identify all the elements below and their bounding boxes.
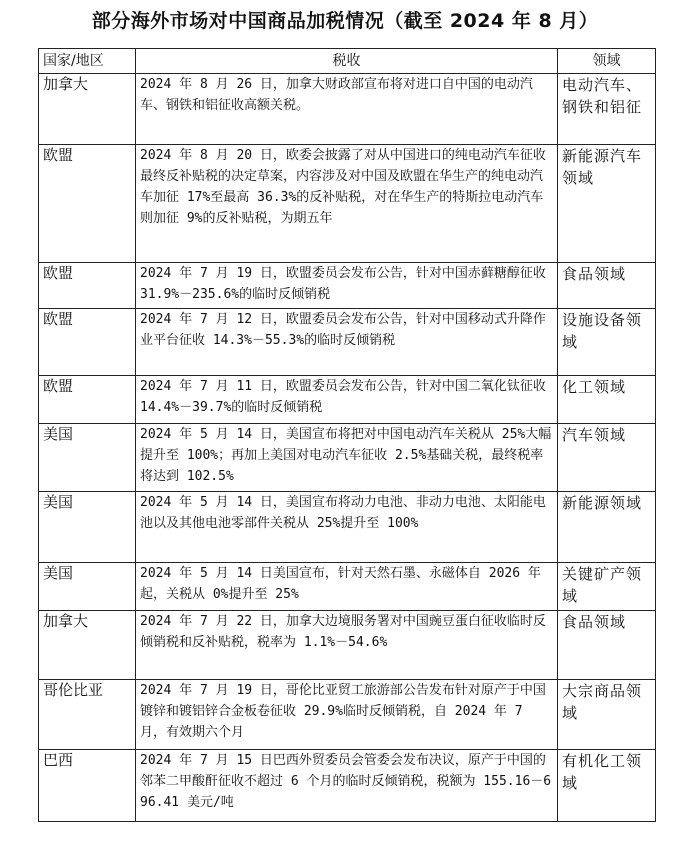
header-region: 国家/地区	[39, 49, 136, 74]
region-cell: 美国	[39, 424, 136, 492]
table-row	[39, 611, 656, 680]
region-cell: 欧盟	[39, 145, 136, 263]
tax-cell: 2024 年 7 月 19 日，哥伦比亚贸工旅游部公告发布针对原产于中国镀锌和镀铝锌合金板卷征收 29.9%临时反倾销税，自 2024 年 7 月，有效期六个月	[136, 680, 558, 750]
domain-cell: 化工领域	[558, 376, 656, 424]
table-row	[39, 376, 656, 424]
region-cell: 美国	[39, 492, 136, 563]
table-header-row	[39, 49, 656, 74]
table-row	[39, 145, 656, 263]
region-cell: 欧盟	[39, 263, 136, 309]
region-cell: 加拿大	[39, 74, 136, 145]
tax-cell: 2024 年 7 月 11 日，欧盟委员会发布公告，针对中国二氧化钛征收 14.4%－39.7%的临时反倾销税	[136, 376, 558, 424]
region-cell: 巴西	[39, 750, 136, 822]
table-row	[39, 263, 656, 309]
domain-cell: 大宗商品领域	[558, 680, 656, 750]
domain-cell: 新能源领域	[558, 492, 656, 563]
domain-cell: 有机化工领域	[558, 750, 656, 822]
domain-cell: 食品领域	[558, 611, 656, 680]
tax-cell: 2024 年 7 月 22 日，加拿大边境服务署对中国豌豆蛋白征收临时反倾销税和反补贴税，税率为 1.1%－54.6%	[136, 611, 558, 680]
header-domain: 领域	[558, 49, 656, 74]
tax-cell: 2024 年 5 月 14 日，美国宣布将把对中国电动汽车关税从 25%大幅提升至 100%；再加上美国对电动汽车征收 2.5%基础关税，最终税率将达到 102.5%	[136, 424, 558, 492]
table-row	[39, 424, 656, 492]
domain-cell: 食品领域	[558, 263, 656, 309]
tax-cell: 2024 年 7 月 19 日，欧盟委员会发布公告，针对中国赤藓糖醇征收 31.9%－235.6%的临时反倾销税	[136, 263, 558, 309]
table-row	[39, 309, 656, 376]
region-cell: 欧盟	[39, 309, 136, 376]
domain-cell: 设施设备领域	[558, 309, 656, 376]
region-cell: 哥伦比亚	[39, 680, 136, 750]
domain-cell: 汽车领域	[558, 424, 656, 492]
region-cell: 美国	[39, 563, 136, 611]
table-row	[39, 74, 656, 145]
domain-cell: 关键矿产领域	[558, 563, 656, 611]
domain-cell: 新能源汽车领域	[558, 145, 656, 263]
table-row	[39, 750, 656, 822]
tariff-table	[38, 48, 656, 822]
tax-cell: 2024 年 5 月 14 日，美国宣布将动力电池、非动力电池、太阳能电池以及其他电池零部件关税从 25%提升至 100%	[136, 492, 558, 563]
tax-cell: 2024 年 8 月 20 日，欧委会披露了对从中国进口的纯电动汽车征收最终反补贴税的决定草案，内容涉及对中国及欧盟在华生产的纯电动汽车加征 17%至最高 36.3%的反补贴税，对在华生产的特斯拉电动汽车则加征 9%的反补贴税，为期五年	[136, 145, 558, 263]
tax-cell: 2024 年 7 月 15 日巴西外贸委员会管委会发布决议，原产于中国的邻苯二甲酸酐征收不超过 6 个月的临时反倾销税，税额为 155.16－696.41 美元/吨	[136, 750, 558, 822]
table-row	[39, 680, 656, 750]
tax-cell: 2024 年 7 月 12 日，欧盟委员会发布公告，针对中国移动式升降作业平台征收 14.3%－55.3%的临时反倾销税	[136, 309, 558, 376]
tax-cell: 2024 年 5 月 14 日美国宣布，针对天然石墨、永磁体自 2026 年起，关税从 0%提升至 25%	[136, 563, 558, 611]
tax-cell: 2024 年 8 月 26 日，加拿大财政部宣布将对进口自中国的电动汽车、钢铁和铝征收高额关税。	[136, 74, 558, 145]
domain-cell: 电动汽车、钢铁和铝征	[558, 74, 656, 145]
region-cell: 欧盟	[39, 376, 136, 424]
region-cell: 加拿大	[39, 611, 136, 680]
table-row	[39, 492, 656, 563]
page-title: 部分海外市场对中国商品加税情况（截至 2024 年 8 月）	[91, 10, 599, 32]
header-tax: 税收	[136, 49, 558, 74]
table-row	[39, 563, 656, 611]
